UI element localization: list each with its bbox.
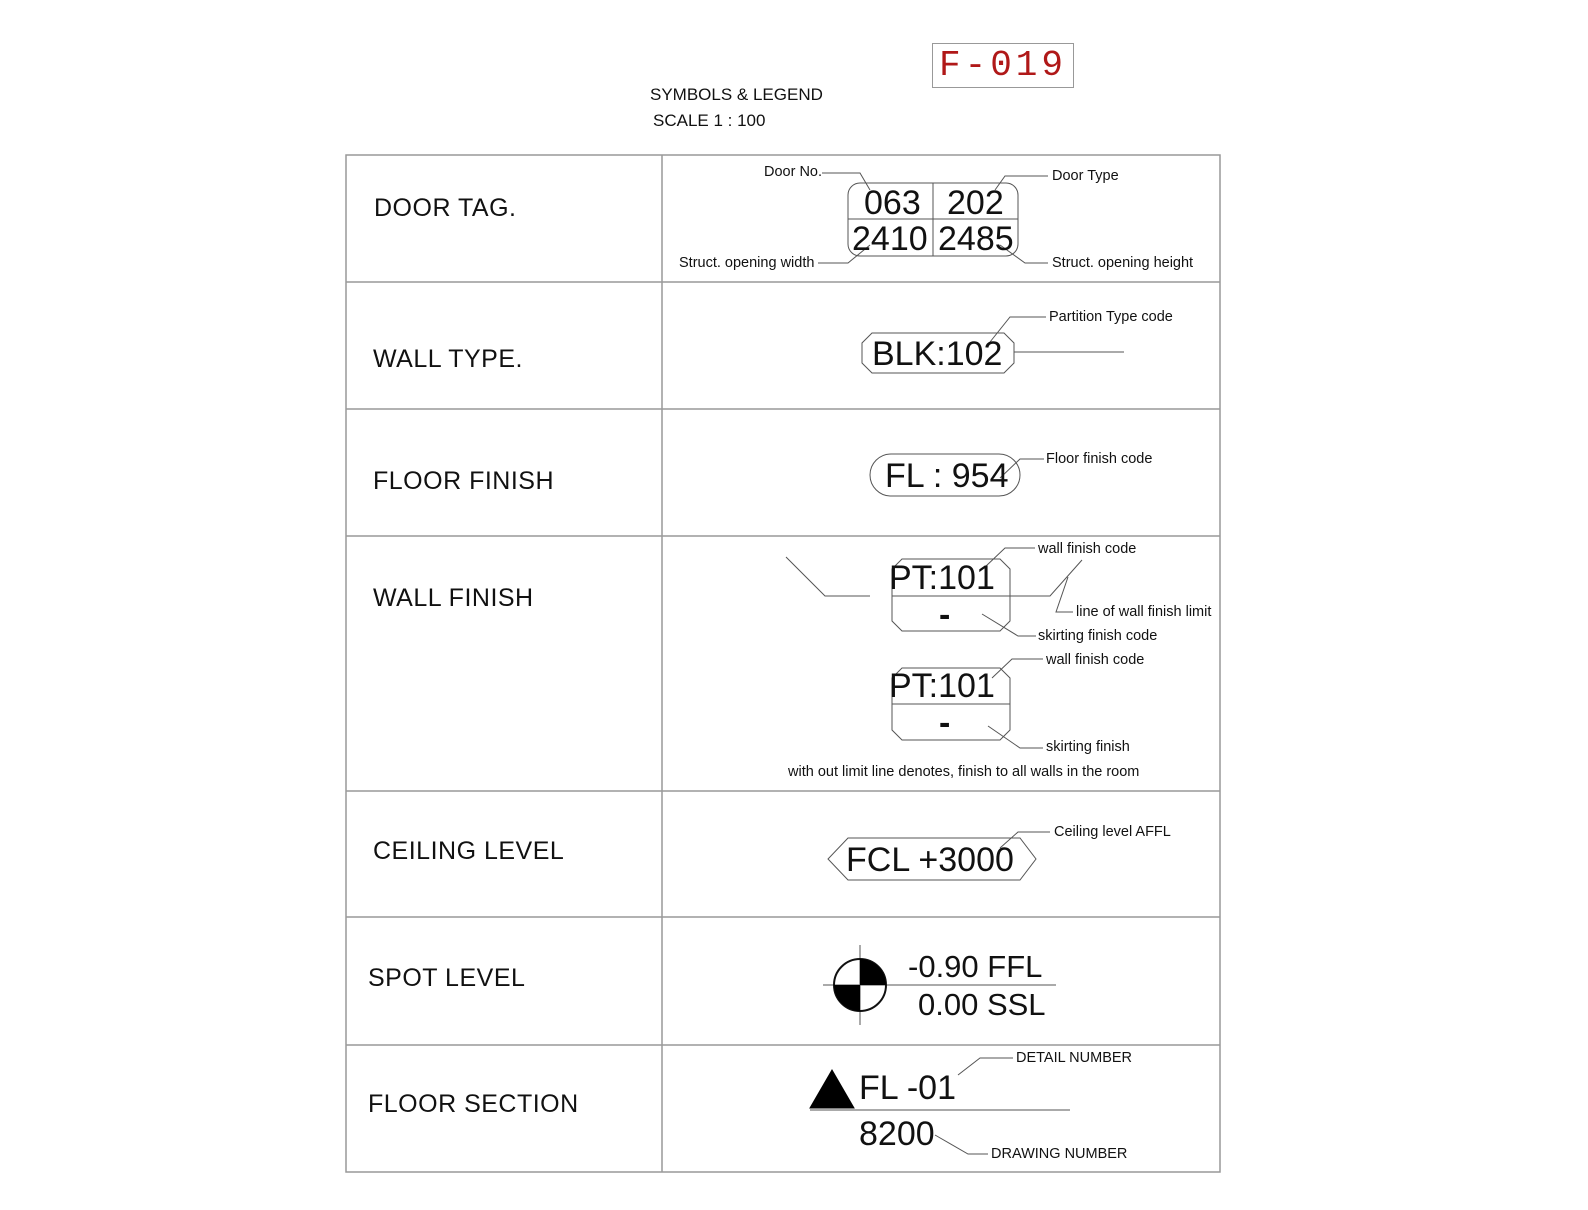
note-detail-number: DETAIL NUMBER — [1016, 1050, 1133, 1066]
drawing-number-value: 8200 — [859, 1115, 935, 1153]
skirting-value-1: - — [939, 596, 951, 634]
note-wall-finish-code-2: wall finish code — [1046, 652, 1145, 668]
note-skirting-finish: skirting finish — [1046, 739, 1130, 755]
detail-number-value: FL -01 — [859, 1069, 957, 1107]
note-no-limit-line: with out limit line denotes, finish to all walls in the room — [788, 764, 1140, 780]
legend-scale: SCALE 1 : 100 — [653, 111, 766, 130]
row-label-wall-type: WALL TYPE. — [373, 345, 523, 373]
note-skirting-finish-code: skirting finish code — [1038, 628, 1158, 644]
skirting-value-2: - — [939, 704, 951, 742]
sheet-number-stamp: F-019 — [932, 43, 1074, 88]
row-label-door-tag: DOOR TAG. — [374, 194, 517, 222]
note-wall-finish-limit: line of wall finish limit — [1076, 604, 1212, 620]
row-label-spot-level: SPOT LEVEL — [368, 964, 526, 992]
door-type-value: 202 — [947, 184, 1004, 222]
spot-level-ffl: -0.90 FFL — [908, 949, 1043, 984]
note-floor-finish: Floor finish code — [1046, 451, 1153, 467]
note-opening-width: Struct. opening width — [679, 255, 815, 271]
ceiling-level-value: FCL +3000 — [846, 841, 1014, 879]
note-partition-type: Partition Type code — [1049, 309, 1173, 325]
note-ceiling-level: Ceiling level AFFL — [1054, 824, 1171, 840]
wall-finish-value-2: PT:101 — [889, 667, 995, 705]
wall-type-value: BLK:102 — [872, 335, 1003, 373]
opening-width-value: 2410 — [852, 220, 928, 258]
legend-title: SYMBOLS & LEGEND — [650, 85, 823, 104]
row-label-floor-section: FLOOR SECTION — [368, 1090, 579, 1118]
spot-level-ssl: 0.00 SSL — [918, 987, 1046, 1022]
row-label-ceiling-level: CEILING LEVEL — [373, 837, 565, 865]
note-opening-height: Struct. opening height — [1052, 255, 1194, 271]
note-wall-finish-code-1: wall finish code — [1038, 541, 1137, 557]
note-door-no: Door No. — [764, 164, 823, 180]
row-label-wall-finish: WALL FINISH — [373, 584, 534, 612]
floor-finish-value: FL : 954 — [885, 457, 1009, 495]
row-label-floor-finish: FLOOR FINISH — [373, 467, 555, 495]
note-drawing-number: DRAWING NUMBER — [991, 1146, 1128, 1162]
door-number-value: 063 — [864, 184, 921, 222]
opening-height-value: 2485 — [938, 220, 1014, 258]
wall-finish-value-1: PT:101 — [889, 559, 995, 597]
note-door-type: Door Type — [1052, 168, 1119, 184]
